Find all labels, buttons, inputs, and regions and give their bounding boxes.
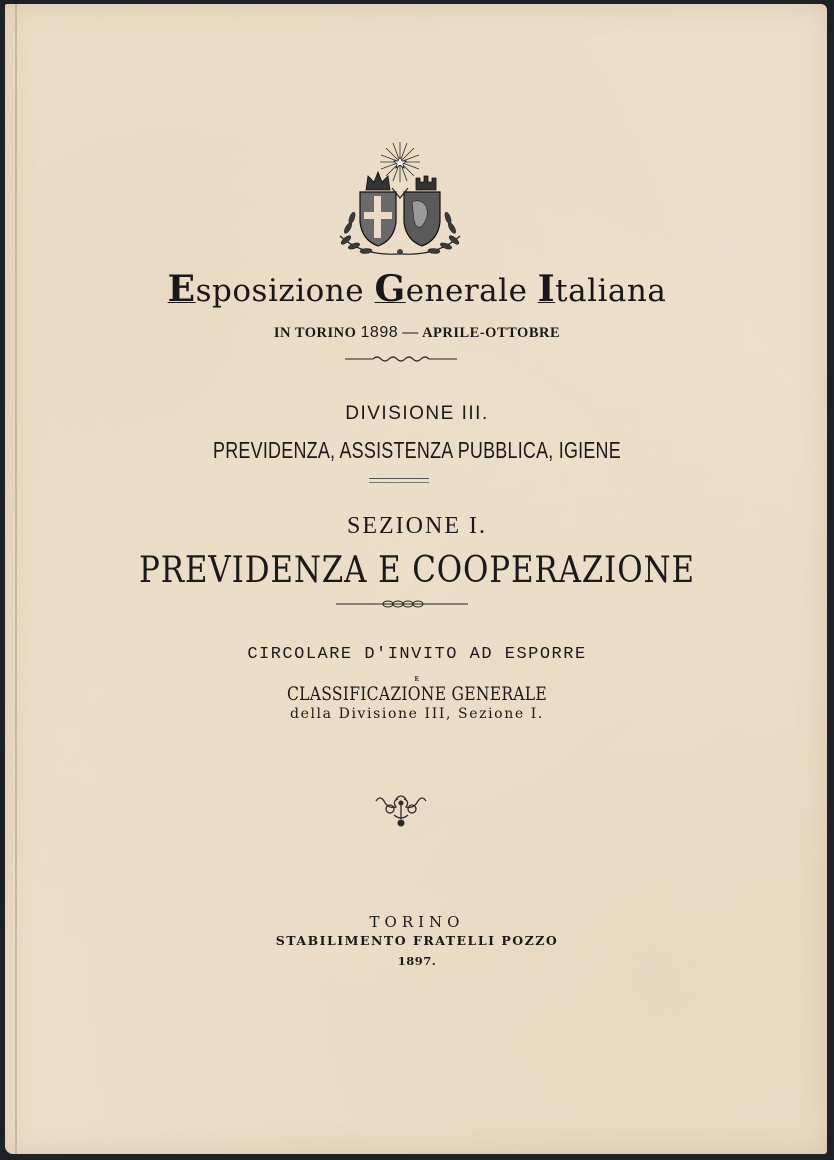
division-label: DIVISIONE III.: [345, 403, 489, 424]
title-initial-e: E: [167, 268, 196, 310]
classification-subtitle: della Divisione III, Sezione I.: [290, 706, 544, 722]
subtitle-location: IN TORINO: [273, 325, 357, 341]
subtitle-months: APRILE-OTTOBRE: [422, 325, 561, 341]
imprint-year: 1897.: [397, 954, 437, 968]
title-word-2: enerale: [405, 273, 528, 309]
section-title: PREVIDENZA E COOPERAZIONE: [139, 550, 695, 591]
subtitle-year: 1898: [360, 324, 399, 341]
title-word-1: sposizione: [195, 273, 365, 309]
double-rule-divider: [369, 478, 429, 483]
conjunction: E: [414, 675, 420, 683]
section-label: SEZIONE I.: [347, 513, 487, 539]
division-title: PREVIDENZA, ASSISTENZA PUBBLICA, IGIENE: [213, 437, 621, 463]
imprint-city: TORINO: [369, 913, 465, 931]
title-initial-i: I: [537, 268, 556, 310]
page-spine-fold: [15, 4, 17, 1154]
chain-divider-icon: [336, 598, 468, 610]
imprint-printer: STABILIMENTO FRATELLI POZZO: [275, 933, 559, 948]
coat-of-arms-emblem-icon: [332, 140, 468, 260]
exhibition-title: [0, 268, 834, 310]
classification-title: CLASSIFICAZIONE GENERALE: [286, 683, 548, 705]
title-word-3: taliana: [555, 273, 667, 309]
floral-vignette-icon: [372, 793, 430, 829]
title-initial-g: G: [374, 268, 406, 310]
subtitle-dash: —: [402, 324, 419, 341]
exhibition-subtitle: [0, 324, 834, 342]
ornamental-divider-icon: [345, 352, 457, 366]
circular-line: CIRCOLARE D'INVITO AD ESPORRE: [247, 645, 587, 664]
